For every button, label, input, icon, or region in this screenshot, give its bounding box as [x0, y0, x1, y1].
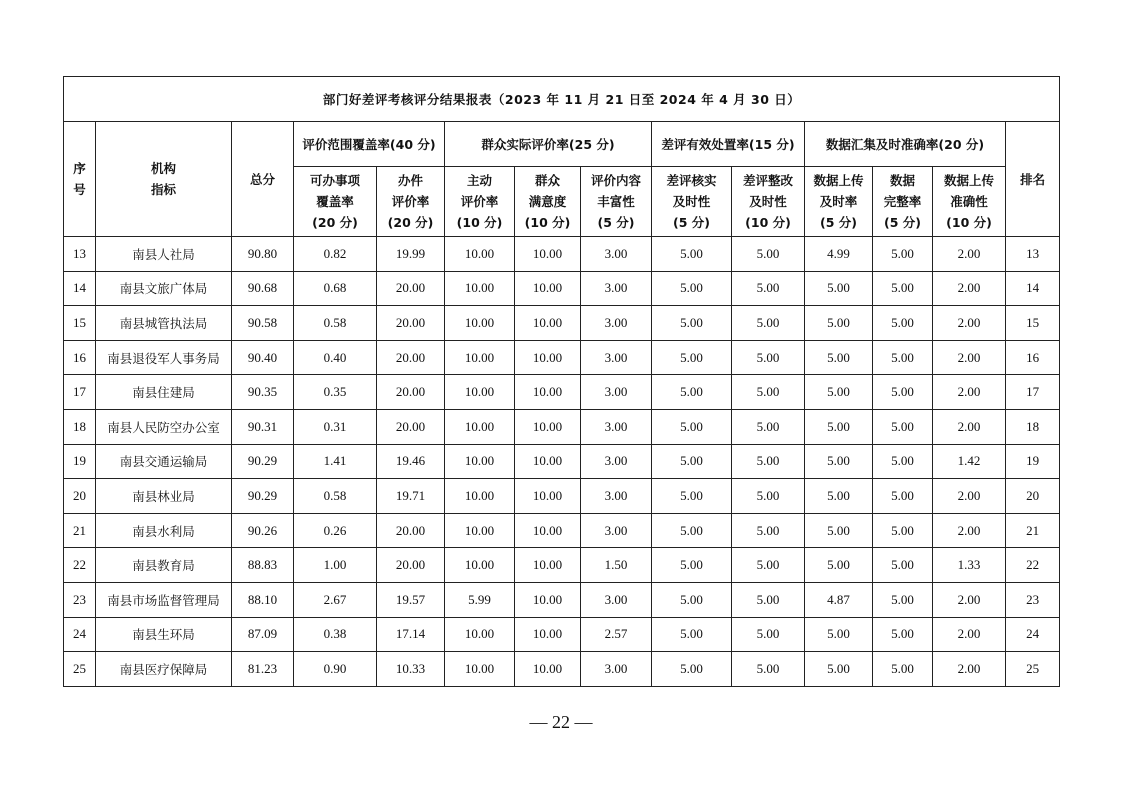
cell-seq: 20: [64, 479, 96, 514]
cell-upload-accuracy: 1.33: [933, 548, 1006, 583]
cell-upload-timely: 5.00: [805, 652, 873, 687]
cell-total: 90.68: [232, 271, 294, 306]
cell-upload-timely: 5.00: [805, 617, 873, 652]
cell-upload-timely: 5.00: [805, 444, 873, 479]
header-sub-8-line2: 完整率: [883, 194, 922, 209]
cell-content-richness: 3.00: [581, 652, 652, 687]
cell-active-eval: 10.00: [445, 409, 515, 444]
cell-coverage: 0.26: [294, 513, 377, 548]
cell-coverage: 0.68: [294, 271, 377, 306]
header-sub-1-line1: 办件: [397, 173, 423, 188]
cell-upload-accuracy: 2.00: [933, 513, 1006, 548]
cell-upload-timely: 5.00: [805, 340, 873, 375]
cell-total: 90.80: [232, 237, 294, 272]
cell-satisfaction: 10.00: [515, 375, 581, 410]
cell-bad-verify: 5.00: [652, 271, 732, 306]
cell-org-name: 南县退役军人事务局: [96, 340, 232, 375]
cell-content-richness: 3.00: [581, 513, 652, 548]
cell-upload-timely: 5.00: [805, 271, 873, 306]
header-group-bad-review: 差评有效处置率(15 分): [652, 122, 805, 167]
cell-seq: 15: [64, 306, 96, 341]
cell-upload-timely: 5.00: [805, 306, 873, 341]
cell-satisfaction: 10.00: [515, 652, 581, 687]
cell-bad-rectify: 5.00: [732, 444, 805, 479]
header-sub-3-line2: 满意度: [528, 194, 567, 209]
cell-handling-eval: 20.00: [377, 271, 445, 306]
cell-seq: 24: [64, 617, 96, 652]
table-row: [64, 582, 1060, 617]
cell-bad-verify: 5.00: [652, 237, 732, 272]
cell-rank: 13: [1006, 237, 1060, 272]
header-sub-8-line1: 数据: [889, 173, 915, 188]
cell-handling-eval: 19.46: [377, 444, 445, 479]
report-title: 部门好差评考核评分结果报表（2023 年 11 月 21 日至 2024 年 4 月 30 日）: [64, 77, 1060, 122]
header-org: [96, 122, 232, 237]
cell-content-richness: 2.57: [581, 617, 652, 652]
score-report-table: [63, 76, 1060, 687]
header-sub-0-line2: 覆盖率: [316, 194, 354, 209]
header-sub-2-line3: (10 分): [456, 215, 503, 230]
cell-seq: 16: [64, 340, 96, 375]
cell-upload-timely: 5.00: [805, 409, 873, 444]
header-org-line1: 机构: [150, 161, 176, 176]
header-sub-0-line3: (20 分): [312, 215, 358, 230]
cell-rank: 18: [1006, 409, 1060, 444]
cell-bad-rectify: 5.00: [732, 617, 805, 652]
header-sub-9: [933, 167, 1006, 237]
cell-content-richness: 3.00: [581, 306, 652, 341]
cell-active-eval: 10.00: [445, 375, 515, 410]
cell-active-eval: 5.99: [445, 582, 515, 617]
table-row: [64, 375, 1060, 410]
cell-bad-verify: 5.00: [652, 375, 732, 410]
cell-bad-rectify: 5.00: [732, 306, 805, 341]
header-sub-6: [732, 167, 805, 237]
header-sub-9-line3: (10 分): [946, 215, 992, 230]
table-row: [64, 409, 1060, 444]
cell-bad-rectify: 5.00: [732, 548, 805, 583]
cell-total: 87.09: [232, 617, 294, 652]
cell-active-eval: 10.00: [445, 513, 515, 548]
cell-upload-timely: 5.00: [805, 548, 873, 583]
cell-data-complete: 5.00: [873, 582, 933, 617]
cell-bad-rectify: 5.00: [732, 582, 805, 617]
cell-coverage: 1.41: [294, 444, 377, 479]
cell-bad-rectify: 5.00: [732, 652, 805, 687]
cell-upload-accuracy: 2.00: [933, 652, 1006, 687]
cell-seq: 17: [64, 375, 96, 410]
table-row: [64, 513, 1060, 548]
header-sub-1: [377, 167, 445, 237]
cell-total: 90.35: [232, 375, 294, 410]
table-row: [64, 271, 1060, 306]
cell-bad-verify: 5.00: [652, 444, 732, 479]
cell-bad-verify: 5.00: [652, 306, 732, 341]
header-sub-4-line1: 评价内容: [590, 173, 641, 188]
cell-org-name: 南县教育局: [96, 548, 232, 583]
cell-seq: 21: [64, 513, 96, 548]
cell-org-name: 南县交通运输局: [96, 444, 232, 479]
cell-rank: 22: [1006, 548, 1060, 583]
cell-coverage: 0.31: [294, 409, 377, 444]
cell-upload-accuracy: 1.42: [933, 444, 1006, 479]
cell-content-richness: 3.00: [581, 444, 652, 479]
cell-data-complete: 5.00: [873, 409, 933, 444]
cell-total: 88.10: [232, 582, 294, 617]
cell-upload-accuracy: 2.00: [933, 237, 1006, 272]
cell-coverage: 1.00: [294, 548, 377, 583]
cell-upload-accuracy: 2.00: [933, 375, 1006, 410]
cell-bad-verify: 5.00: [652, 479, 732, 514]
cell-org-name: 南县医疗保障局: [96, 652, 232, 687]
cell-data-complete: 5.00: [873, 548, 933, 583]
cell-coverage: 0.35: [294, 375, 377, 410]
header-sub-2: [445, 167, 515, 237]
cell-handling-eval: 20.00: [377, 306, 445, 341]
table-row: [64, 617, 1060, 652]
table-row: [64, 479, 1060, 514]
cell-active-eval: 10.00: [445, 237, 515, 272]
cell-bad-verify: 5.00: [652, 548, 732, 583]
header-group-coverage: 评价范围覆盖率(40 分): [294, 122, 445, 167]
cell-satisfaction: 10.00: [515, 479, 581, 514]
cell-upload-timely: 5.00: [805, 513, 873, 548]
cell-bad-verify: 5.00: [652, 409, 732, 444]
header-sub-4: [581, 167, 652, 237]
header-sub-6-line3: (10 分): [745, 215, 791, 230]
cell-rank: 17: [1006, 375, 1060, 410]
header-sub-6-line2: 及时性: [749, 194, 787, 209]
cell-bad-rectify: 5.00: [732, 375, 805, 410]
header-seq-line2: 号: [73, 182, 86, 197]
cell-total: 88.83: [232, 548, 294, 583]
cell-seq: 18: [64, 409, 96, 444]
page-number: — 22 —: [529, 712, 593, 732]
header-sub-7-line1: 数据上传: [813, 173, 864, 188]
cell-total: 90.58: [232, 306, 294, 341]
cell-active-eval: 10.00: [445, 652, 515, 687]
header-sub-0-line1: 可办事项: [309, 173, 360, 188]
header-sub-1-line3: (20 分): [387, 215, 434, 230]
cell-satisfaction: 10.00: [515, 444, 581, 479]
cell-content-richness: 3.00: [581, 271, 652, 306]
cell-active-eval: 10.00: [445, 271, 515, 306]
cell-satisfaction: 10.00: [515, 340, 581, 375]
cell-active-eval: 10.00: [445, 548, 515, 583]
cell-data-complete: 5.00: [873, 444, 933, 479]
cell-active-eval: 10.00: [445, 617, 515, 652]
cell-satisfaction: 10.00: [515, 617, 581, 652]
table-row: [64, 306, 1060, 341]
cell-active-eval: 10.00: [445, 479, 515, 514]
header-sub-5-line2: 及时性: [672, 194, 711, 209]
cell-handling-eval: 19.57: [377, 582, 445, 617]
cell-content-richness: 3.00: [581, 237, 652, 272]
cell-data-complete: 5.00: [873, 306, 933, 341]
cell-content-richness: 3.00: [581, 479, 652, 514]
cell-handling-eval: 17.14: [377, 617, 445, 652]
cell-data-complete: 5.00: [873, 271, 933, 306]
cell-handling-eval: 20.00: [377, 409, 445, 444]
cell-satisfaction: 10.00: [515, 306, 581, 341]
cell-upload-accuracy: 2.00: [933, 340, 1006, 375]
cell-handling-eval: 10.33: [377, 652, 445, 687]
cell-coverage: 0.40: [294, 340, 377, 375]
header-rank: 排名: [1006, 122, 1060, 237]
cell-rank: 24: [1006, 617, 1060, 652]
cell-bad-verify: 5.00: [652, 513, 732, 548]
cell-content-richness: 3.00: [581, 409, 652, 444]
cell-content-richness: 3.00: [581, 375, 652, 410]
table-row: [64, 444, 1060, 479]
cell-org-name: 南县人社局: [96, 237, 232, 272]
header-sub-9-line1: 数据上传: [943, 173, 994, 188]
cell-rank: 25: [1006, 652, 1060, 687]
header-group-data: 数据汇集及时准确率(20 分): [805, 122, 1006, 167]
cell-org-name: 南县生环局: [96, 617, 232, 652]
header-sub-4-line2: 丰富性: [597, 194, 635, 209]
header-sub-5: [652, 167, 732, 237]
cell-satisfaction: 10.00: [515, 271, 581, 306]
header-sub-1-line2: 评价率: [391, 194, 430, 209]
header-sub-0: [294, 167, 377, 237]
cell-total: 90.40: [232, 340, 294, 375]
header-sub-5-line1: 差评核实: [666, 173, 717, 188]
cell-rank: 15: [1006, 306, 1060, 341]
cell-rank: 14: [1006, 271, 1060, 306]
cell-total: 81.23: [232, 652, 294, 687]
cell-satisfaction: 10.00: [515, 548, 581, 583]
header-sub-6-line1: 差评整改: [742, 173, 793, 188]
cell-bad-rectify: 5.00: [732, 340, 805, 375]
cell-data-complete: 5.00: [873, 652, 933, 687]
header-sub-4-line3: (5 分): [597, 215, 635, 230]
cell-satisfaction: 10.00: [515, 237, 581, 272]
cell-rank: 20: [1006, 479, 1060, 514]
cell-upload-timely: 4.99: [805, 237, 873, 272]
cell-total: 90.26: [232, 513, 294, 548]
table-row: [64, 652, 1060, 687]
cell-org-name: 南县市场监督管理局: [96, 582, 232, 617]
cell-upload-accuracy: 2.00: [933, 582, 1006, 617]
cell-upload-timely: 5.00: [805, 479, 873, 514]
cell-bad-verify: 5.00: [652, 582, 732, 617]
header-sub-8-line3: (5 分): [884, 215, 921, 230]
header-org-line2: 指标: [150, 182, 176, 197]
cell-content-richness: 3.00: [581, 582, 652, 617]
cell-handling-eval: 20.00: [377, 375, 445, 410]
header-sub-3: [515, 167, 581, 237]
cell-org-name: 南县住建局: [96, 375, 232, 410]
cell-rank: 19: [1006, 444, 1060, 479]
header-sub-5-line3: (5 分): [673, 215, 710, 230]
cell-handling-eval: 20.00: [377, 513, 445, 548]
cell-coverage: 0.58: [294, 306, 377, 341]
cell-bad-rectify: 5.00: [732, 409, 805, 444]
cell-seq: 23: [64, 582, 96, 617]
cell-seq: 19: [64, 444, 96, 479]
cell-org-name: 南县文旅广体局: [96, 271, 232, 306]
table-row: [64, 237, 1060, 272]
cell-content-richness: 3.00: [581, 340, 652, 375]
cell-handling-eval: 19.99: [377, 237, 445, 272]
cell-content-richness: 1.50: [581, 548, 652, 583]
cell-org-name: 南县人民防空办公室: [96, 409, 232, 444]
cell-active-eval: 10.00: [445, 306, 515, 341]
cell-handling-eval: 19.71: [377, 479, 445, 514]
cell-total: 90.31: [232, 409, 294, 444]
cell-data-complete: 5.00: [873, 237, 933, 272]
cell-org-name: 南县城管执法局: [96, 306, 232, 341]
cell-active-eval: 10.00: [445, 444, 515, 479]
cell-total: 90.29: [232, 479, 294, 514]
cell-org-name: 南县林业局: [96, 479, 232, 514]
cell-coverage: 0.90: [294, 652, 377, 687]
cell-bad-verify: 5.00: [652, 617, 732, 652]
cell-total: 90.29: [232, 444, 294, 479]
cell-bad-rectify: 5.00: [732, 513, 805, 548]
cell-satisfaction: 10.00: [515, 409, 581, 444]
cell-bad-rectify: 5.00: [732, 479, 805, 514]
header-sub-7-line3: (5 分): [820, 215, 857, 230]
cell-handling-eval: 20.00: [377, 340, 445, 375]
cell-coverage: 0.58: [294, 479, 377, 514]
cell-rank: 21: [1006, 513, 1060, 548]
header-sub-2-line1: 主动: [466, 173, 492, 188]
cell-upload-timely: 4.87: [805, 582, 873, 617]
cell-bad-verify: 5.00: [652, 340, 732, 375]
header-sub-7-line2: 及时率: [819, 194, 858, 209]
cell-seq: 13: [64, 237, 96, 272]
cell-bad-rectify: 5.00: [732, 237, 805, 272]
cell-data-complete: 5.00: [873, 479, 933, 514]
cell-bad-rectify: 5.00: [732, 271, 805, 306]
cell-seq: 25: [64, 652, 96, 687]
cell-upload-timely: 5.00: [805, 375, 873, 410]
cell-seq: 22: [64, 548, 96, 583]
header-seq-line1: 序: [73, 161, 86, 176]
header-sub-9-line2: 准确性: [950, 194, 988, 209]
cell-upload-accuracy: 2.00: [933, 479, 1006, 514]
cell-rank: 23: [1006, 582, 1060, 617]
cell-upload-accuracy: 2.00: [933, 306, 1006, 341]
cell-data-complete: 5.00: [873, 340, 933, 375]
header-sub-8: [873, 167, 933, 237]
header-group-evaluation: 群众实际评价率(25 分): [445, 122, 652, 167]
header-sub-3-line1: 群众: [534, 173, 560, 188]
cell-coverage: 2.67: [294, 582, 377, 617]
cell-active-eval: 10.00: [445, 340, 515, 375]
cell-coverage: 0.38: [294, 617, 377, 652]
cell-upload-accuracy: 2.00: [933, 617, 1006, 652]
cell-satisfaction: 10.00: [515, 582, 581, 617]
cell-upload-accuracy: 2.00: [933, 409, 1006, 444]
cell-rank: 16: [1006, 340, 1060, 375]
cell-data-complete: 5.00: [873, 617, 933, 652]
table-row: [64, 548, 1060, 583]
table-row: [64, 340, 1060, 375]
cell-org-name: 南县水利局: [96, 513, 232, 548]
cell-upload-accuracy: 2.00: [933, 271, 1006, 306]
header-seq: [64, 122, 96, 237]
header-sub-7: [805, 167, 873, 237]
cell-handling-eval: 20.00: [377, 548, 445, 583]
header-sub-3-line3: (10 分): [524, 215, 571, 230]
cell-data-complete: 5.00: [873, 375, 933, 410]
cell-seq: 14: [64, 271, 96, 306]
header-total: 总分: [232, 122, 294, 237]
cell-data-complete: 5.00: [873, 513, 933, 548]
cell-coverage: 0.82: [294, 237, 377, 272]
cell-bad-verify: 5.00: [652, 652, 732, 687]
header-sub-2-line2: 评价率: [460, 194, 499, 209]
cell-satisfaction: 10.00: [515, 513, 581, 548]
